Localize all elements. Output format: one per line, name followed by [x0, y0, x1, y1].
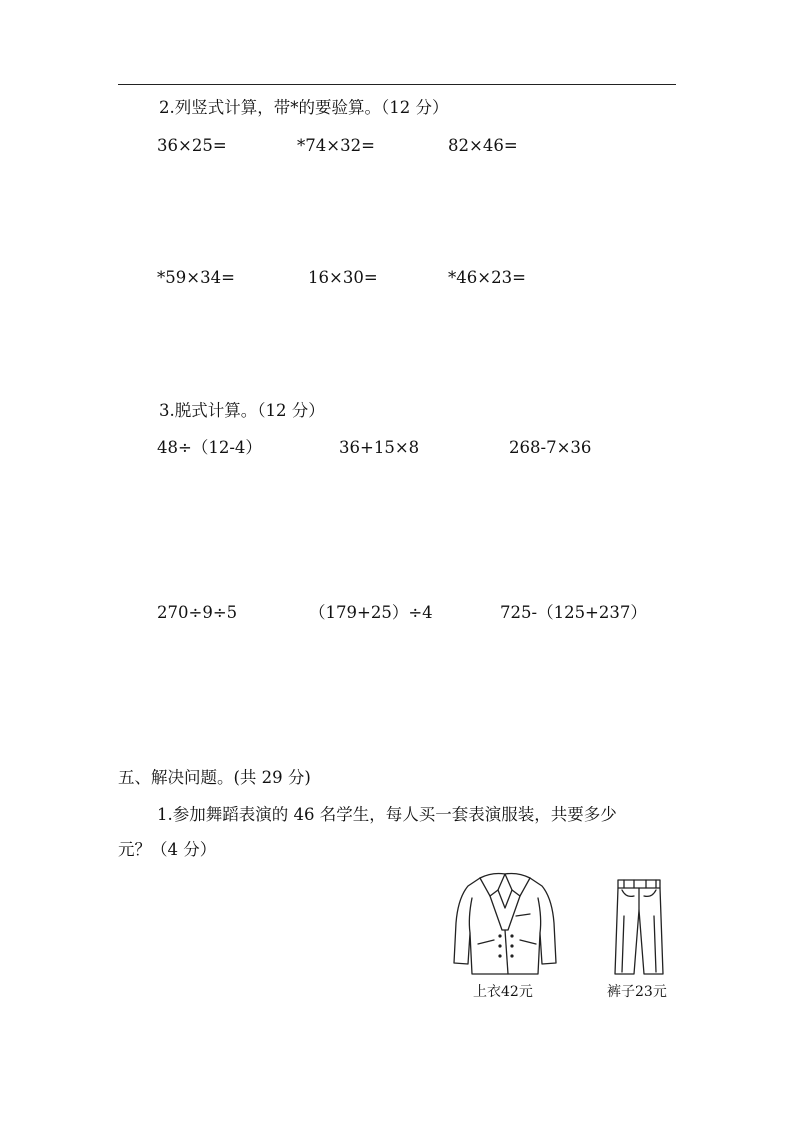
- expr-36-plus: 36+15×8: [339, 438, 420, 457]
- problem-36x25: 36×25=: [157, 136, 227, 155]
- problem-16x30: 16×30=: [308, 268, 378, 287]
- expr-270-div: 270÷9÷5: [157, 603, 238, 622]
- question1-line2: 元？（4 分）: [118, 840, 217, 859]
- problem-82x46: 82×46=: [448, 136, 518, 155]
- pants-price-label: 裤子23元: [607, 984, 667, 1000]
- expr-725-minus: 725-（125+237）: [500, 603, 647, 622]
- section3-title: 3.脱式计算。（12 分）: [159, 401, 325, 420]
- expr-48-div: 48÷（12-4）: [157, 438, 262, 457]
- section5-title: 五、解决问题。(共 29 分): [118, 768, 311, 787]
- problem-59x34: *59×34=: [157, 268, 235, 287]
- problem-74x32: *74×32=: [297, 136, 375, 155]
- expr-268-minus: 268-7×36: [509, 438, 592, 457]
- jacket-icon: [450, 868, 560, 978]
- jacket-price-label: 上衣42元: [473, 984, 533, 1000]
- top-rule: [118, 84, 676, 85]
- question1-line1: 1.参加舞蹈表演的 46 名学生，每人买一套表演服装，共要多少: [157, 805, 617, 824]
- problem-46x23: *46×23=: [448, 268, 526, 287]
- section2-title: 2.列竖式计算，带*的要验算。（12 分）: [159, 98, 449, 117]
- expr-179-plus: （179+25）÷4: [309, 603, 433, 622]
- pants-icon: [612, 876, 666, 978]
